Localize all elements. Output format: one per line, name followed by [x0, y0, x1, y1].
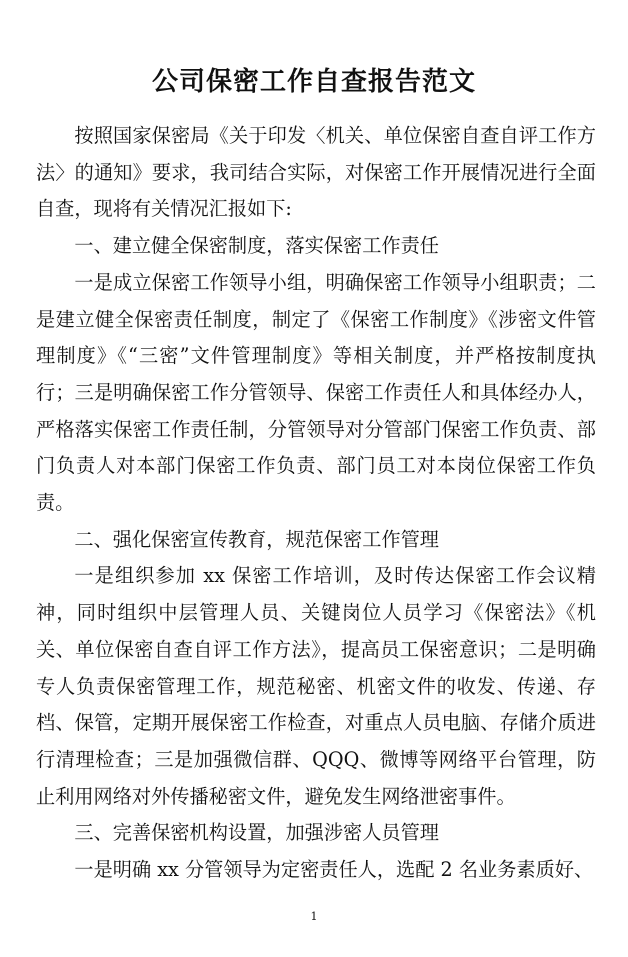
page-number: 1 [310, 910, 318, 923]
section-heading-3: 三、完善保密机构设置，加强涉密人员管理 [74, 821, 439, 845]
document-title: 公司保密工作自查报告范文 [151, 67, 476, 97]
intro-paragraph: 按照国家保密局《关于印发〈机关、单位保密自查自评工作方法〉的通知》要求，我司结合实际，对保密工作开展情况进行全面自查，现将有关情况汇报如下: [36, 124, 596, 221]
section-3-paragraph: 一是明确 xx 分管领导为定密责任人，选配 2 名业务素质好、 [74, 858, 594, 882]
document-body [36, 118, 596, 889]
section-heading-2: 二、强化保密宣传教育，规范保密工作管理 [74, 527, 439, 551]
section-2-paragraph: 一是组织参加 xx 保密工作培训，及时传达保密工作会议精神，同时组织中层管理人员、关键岗位人员学习《保密法》《机关、单位保密自查自评工作方法》，提高员工保密意识；二是明确专人负责保密管理工作，规范秘密、机密文件的收发、传递、存档、保管，定期开展保密工作检查，对重点人员电脑、存储介质进行清理检查；三是加强微信群、QQQ、微博等网络平台管理，防止利用网络对外传播秘密文件，避免发生网络泄密事件。 [36, 564, 596, 808]
section-1-paragraph: 一是成立保密工作领导小组，明确保密工作领导小组职责；二是建立健全保密责任制度，制定了《保密工作制度》《涉密文件管理制度》《“三密”文件管理制度》等相关制度，并严格按制度执行；三是明确保密工作分管领导、保密工作责任人和具体经办人，严格落实保密工作责任制，分管领导对分管部门保密工作负责、部门负责人对本部门保密工作负责、部门员工对本岗位保密工作负责。 [36, 270, 596, 515]
section-heading-1: 一、建立健全保密制度，落实保密工作责任 [74, 234, 439, 258]
